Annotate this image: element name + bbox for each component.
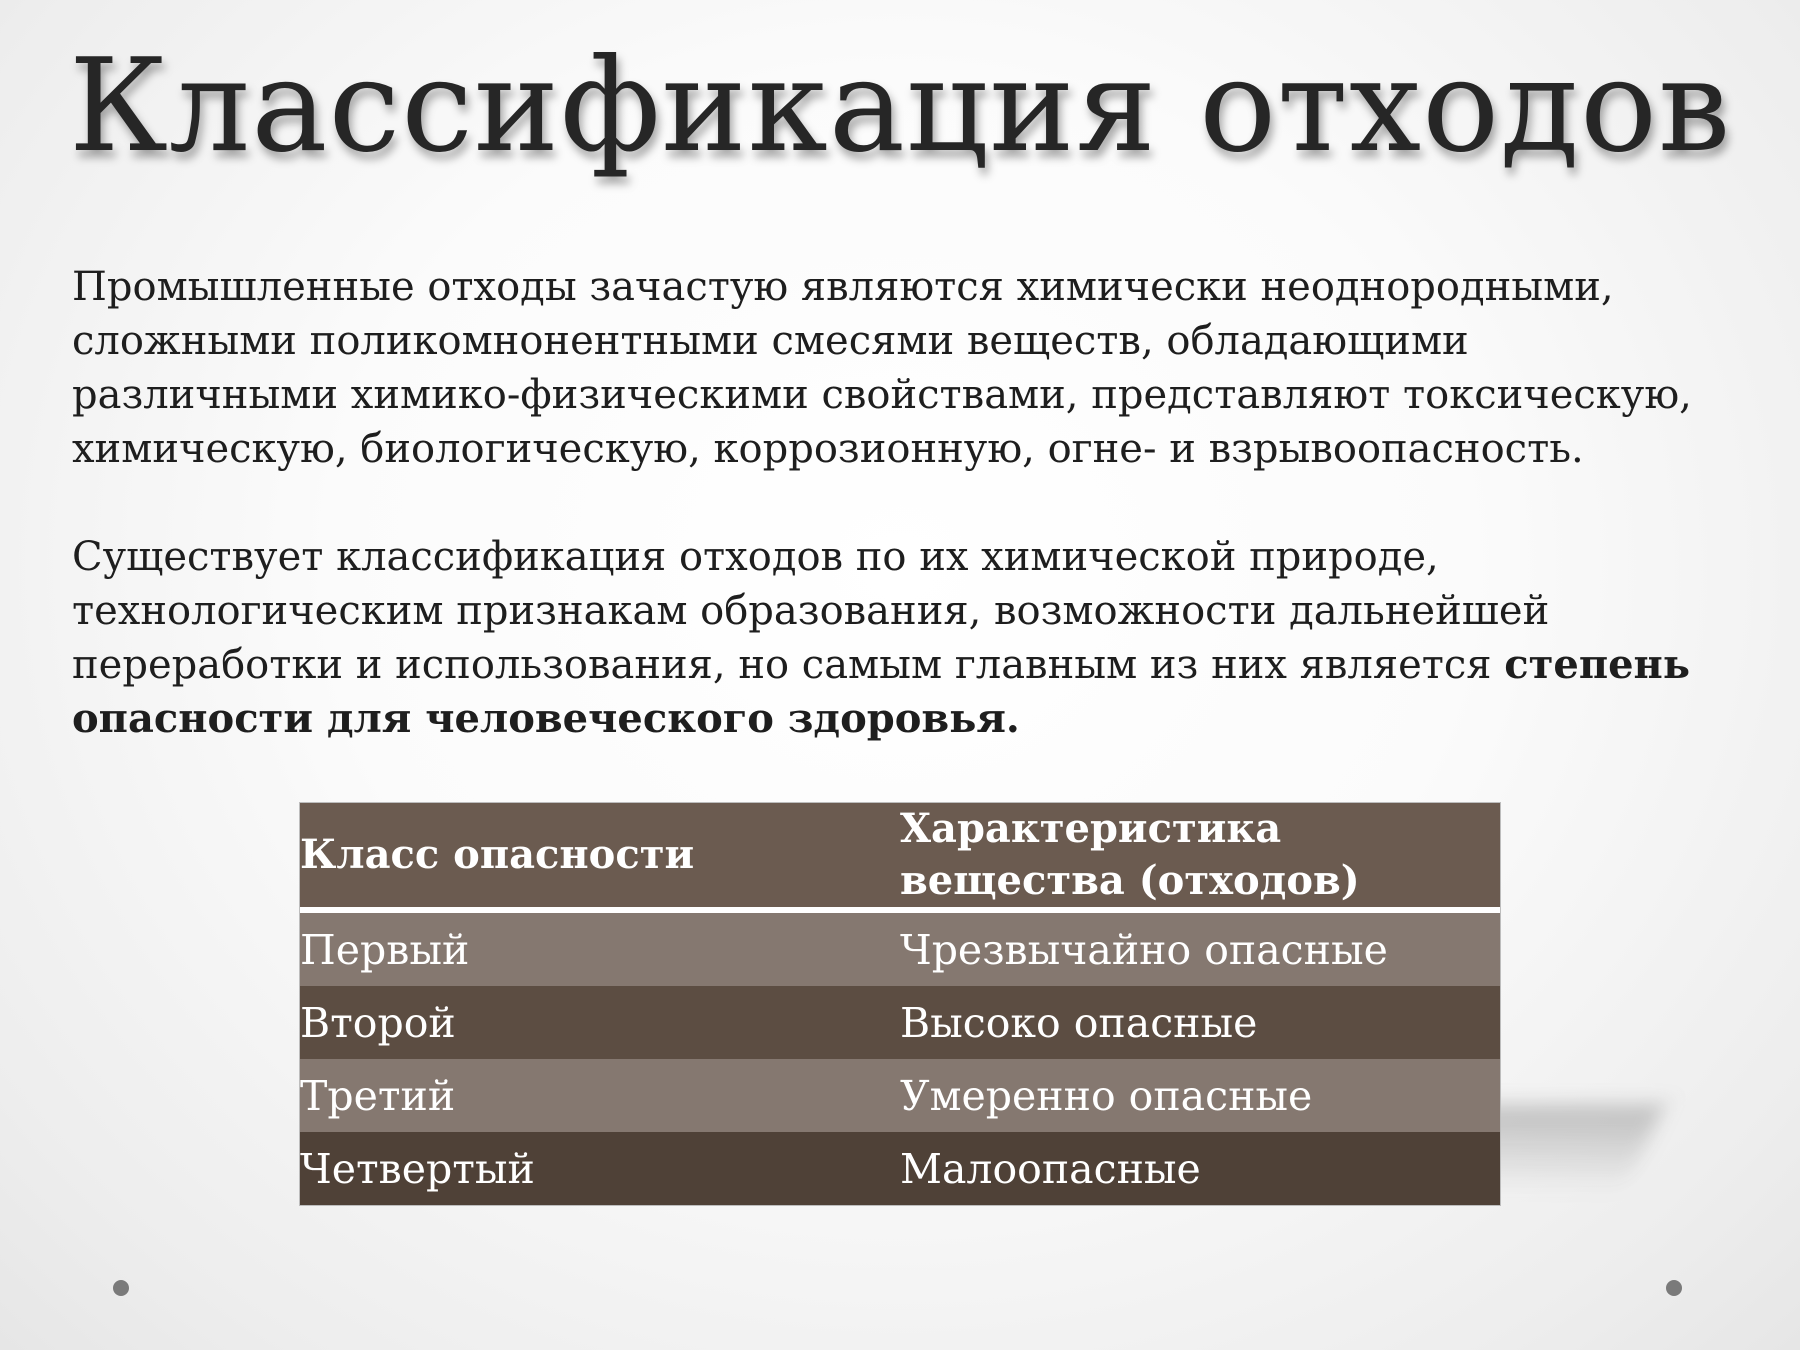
table-row xyxy=(300,1132,1500,1205)
header-substance-characteristic: Характеристика вещества (отходов) xyxy=(900,803,1500,910)
slide-title: Классификация отходов xyxy=(68,32,1732,181)
table-row xyxy=(300,910,1500,986)
table-header-row xyxy=(300,803,1500,910)
classification-text: Существует классификация отходов по их химической природе, технологическим признакам образования, возможности дальнейшей переработки и использования, но самым главным из них является xyxy=(72,534,1550,688)
table-row xyxy=(300,1059,1500,1132)
slide-dot-left xyxy=(113,1280,129,1296)
hazard-class-table xyxy=(300,803,1500,1205)
hazard-class-cell: Четвертый xyxy=(300,1132,900,1205)
characteristic-cell: Чрезвычайно опасные xyxy=(900,910,1500,986)
intro-paragraph: Промышленные отходы зачастую являются химически неоднородными, сложными поликомнонентными смесями веществ, обладающими различными химико-физическими свойствами, представляют токсическую, химическую, биологическую, коррозионную, огне- и взрывоопасность. xyxy=(72,264,1692,472)
table-row xyxy=(300,986,1500,1059)
characteristic-cell: Умеренно опасные xyxy=(900,1059,1500,1132)
hazard-class-cell: Второй xyxy=(300,986,900,1059)
header-hazard-class: Класс опасности xyxy=(300,803,900,910)
slide-dot-right xyxy=(1666,1280,1682,1296)
classification-emphasis: степень опасности для человеческого здоровья. xyxy=(72,641,1690,742)
hazard-class-cell: Третий xyxy=(300,1059,900,1132)
classification-paragraph xyxy=(72,530,1692,746)
hazard-class-cell: Первый xyxy=(300,910,900,986)
characteristic-cell: Малоопасные xyxy=(900,1132,1500,1205)
characteristic-cell: Высоко опасные xyxy=(900,986,1500,1059)
